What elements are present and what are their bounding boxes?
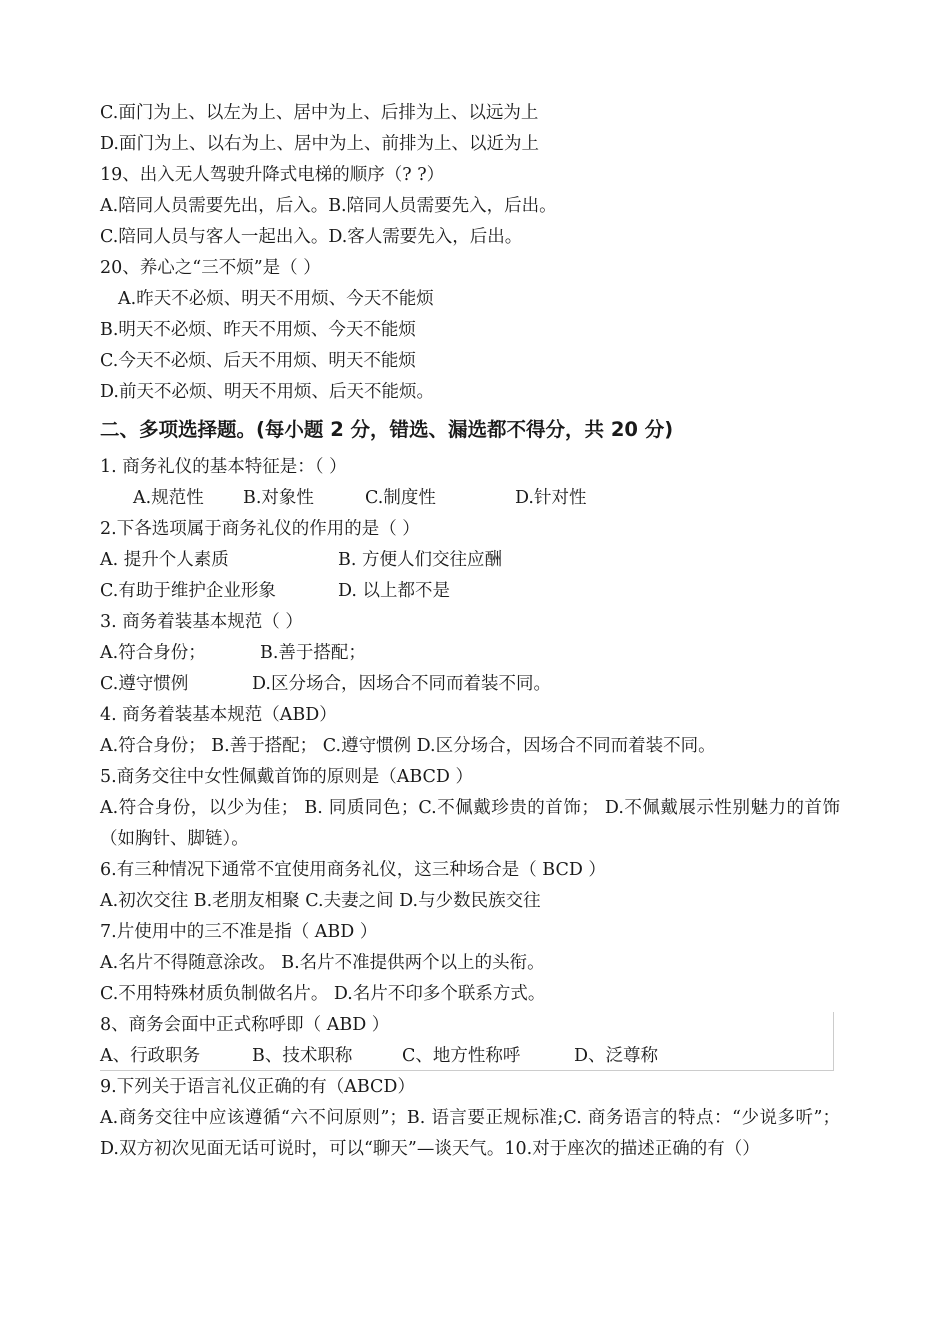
mq1-option-a: A.规范性 bbox=[133, 488, 204, 508]
mq7-options-cd: C.不用特殊材质负制做名片。 D.名片不印多个联系方式。 bbox=[100, 984, 546, 1004]
mq2-options-cd bbox=[100, 576, 840, 607]
mq2-option-a: A. 提升个人素质 bbox=[100, 550, 229, 570]
mq3-option-d: D.区分场合，因场合不同而着装不同。 bbox=[252, 674, 551, 694]
q18-option-c: C.面门为上、以左为上、居中为上、后排为上、以远为上 bbox=[100, 103, 539, 123]
mq8-option-a: A、行政职务 bbox=[100, 1046, 201, 1066]
mq3-option-b: B.善于搭配； bbox=[260, 643, 366, 663]
mq3-option-c: C.遵守惯例 bbox=[100, 674, 189, 694]
mq9-options: A.商务交往中应该遵循“六不问原则”；B. 语言要正规标准;C. 商务语言的特点：“少说多听”； D.双方初次见面无话可说时，可以“聊天”—谈天气。10.对于座次的描述正确的有（） bbox=[100, 1108, 840, 1159]
mq7-question: 7.片使用中的三不准是指（ ABD ） bbox=[100, 922, 378, 942]
q19-options-ab: A.陪同人员需要先出，后入。B.陪同人员需要先入，后出。 bbox=[100, 196, 557, 216]
mq1-options bbox=[100, 483, 840, 514]
mq7-options-ab: A.名片不得随意涂改。 B.名片不准提供两个以上的头衔。 bbox=[100, 953, 545, 973]
mq8-option-b: B、技术职称 bbox=[252, 1046, 353, 1066]
mq3-options-ab bbox=[100, 638, 840, 669]
mq2-question: 2.下各选项属于商务礼仪的作用的是（ ） bbox=[100, 519, 420, 539]
mq6-question: 6.有三种情况下通常不宜使用商务礼仪，这三种场合是（ BCD ） bbox=[100, 860, 606, 880]
mq8-question: 8、商务会面中正式称呼即（ ABD ） bbox=[100, 1010, 840, 1041]
q18-option-d: D.面门为上、以右为上、居中为上、前排为上、以近为上 bbox=[100, 134, 539, 154]
mq3-option-a: A.符合身份； bbox=[100, 643, 206, 663]
mq2-option-c: C.有助于维护企业形象 bbox=[100, 581, 276, 601]
mq1-option-d: D.针对性 bbox=[515, 488, 587, 508]
mq6-options: A.初次交往 B.老朋友相聚 C.夫妻之间 D.与少数民族交往 bbox=[100, 891, 541, 911]
mq5-options: A.符合身份，以少为佳； B. 同质同色；C.不佩戴珍贵的首饰； D.不佩戴展示性别魅力的首饰（如胸针、脚链）。 bbox=[100, 798, 840, 849]
mq1-option-b: B.对象性 bbox=[243, 488, 314, 508]
mq2-options-ab bbox=[100, 545, 840, 576]
q20-option-a: A.昨天不必烦、明天不用烦、今天不能烦 bbox=[118, 289, 434, 309]
mq9-question: 9.下列关于语言礼仪正确的有（ABCD） bbox=[100, 1077, 415, 1097]
document-page bbox=[100, 98, 840, 1165]
mq8-option-c: C、地方性称呼 bbox=[402, 1046, 521, 1066]
mq8-option-d: D、泛尊称 bbox=[574, 1046, 659, 1066]
q19-question: 19、出入无人驾驶升降式电梯的顺序（? ?） bbox=[100, 165, 445, 185]
mq3-question: 3. 商务着装基本规范（ ） bbox=[100, 612, 303, 632]
q20-option-b: B.明天不必烦、昨天不用烦、今天不能烦 bbox=[100, 320, 416, 340]
q19-options-cd: C.陪同人员与客人一起出入。D.客人需要先入，后出。 bbox=[100, 227, 523, 247]
mq5-question: 5.商务交往中女性佩戴首饰的原则是（ABCD ） bbox=[100, 767, 474, 787]
mq8-options bbox=[100, 1041, 840, 1072]
q20-option-d: D.前天不必烦、明天不用烦、后天不能烦。 bbox=[100, 382, 434, 402]
q20-question: 20、养心之“三不烦”是（ ） bbox=[100, 258, 321, 278]
mq4-options: A.符合身份； B.善于搭配； C.遵守惯例 D.区分场合，因场合不同而着装不同。 bbox=[100, 736, 716, 756]
section-title: 二、多项选择题。(每小题 2 分，错选、漏选都不得分，共 20 分) bbox=[100, 418, 674, 441]
mq4-question: 4. 商务着装基本规范（ABD） bbox=[100, 705, 337, 725]
mq1-question: 1. 商务礼仪的基本特征是：（ ） bbox=[100, 457, 347, 477]
q20-option-c: C.今天不必烦、后天不用烦、明天不能烦 bbox=[100, 351, 416, 371]
mq2-option-d: D. 以上都不是 bbox=[338, 581, 451, 601]
mq3-options-cd bbox=[100, 669, 840, 700]
mq1-option-c: C.制度性 bbox=[365, 488, 436, 508]
mq2-option-b: B. 方便人们交往应酬 bbox=[338, 550, 502, 570]
